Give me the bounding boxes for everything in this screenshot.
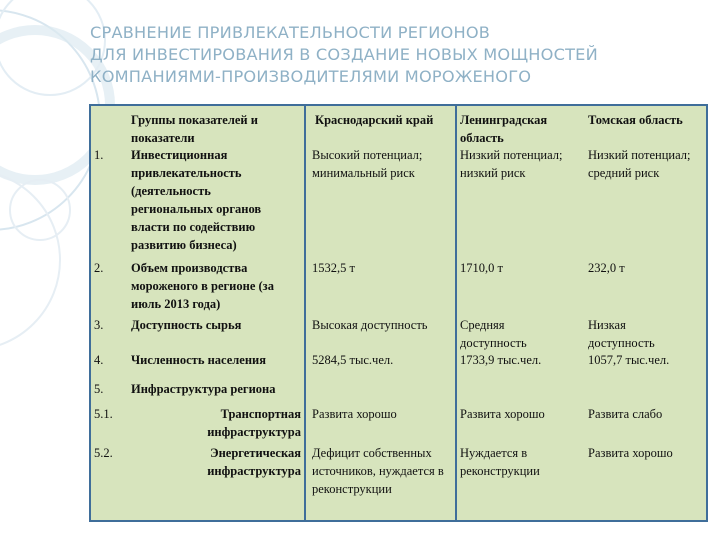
krasnodar-value: 5284,5 тыс.чел.: [312, 353, 394, 367]
tomsk-value: Низкая доступность: [588, 318, 655, 350]
krasnodar-value: 1532,5 т: [312, 261, 355, 275]
leningrad-value: Нуждается в реконструкции: [460, 446, 540, 478]
row-label: Объем производства мороженого в регионе (за июль 2013 года): [131, 261, 274, 311]
header-leningrad: Ленинградская область: [460, 113, 548, 145]
row-number: 4.: [94, 353, 104, 367]
row-label: Инвестиционная привлекательность (деятельность региональных органов власти по содействию развитию бизнеса): [131, 148, 262, 252]
slide-title: [90, 22, 710, 88]
title-line-3: КОМПАНИЯМИ-ПРОИЗВОДИТЕЛЯМИ МОРОЖЕНОГО: [90, 67, 532, 86]
tomsk-value: Развита слабо: [588, 407, 663, 421]
row-label: Инфраструктура региона: [131, 382, 276, 396]
tomsk-value: Низкий потенциал; средний риск: [588, 148, 691, 180]
title-line-2: ДЛЯ ИНВЕСТИРОВАНИЯ В СОЗДАНИЕ НОВЫХ МОЩНОСТЕЙ: [90, 45, 598, 64]
row-number: 3.: [94, 318, 104, 332]
leningrad-value: 1710,0 т: [460, 261, 503, 275]
row-number: 5.2.: [94, 446, 113, 460]
tomsk-value: Развита хорошо: [588, 446, 673, 460]
krasnodar-value: Дефицит собственных источников, нуждается в реконструкции: [312, 446, 444, 496]
title-line-1: СРАВНЕНИЕ ПРИВЛЕКАТЕЛЬНОСТИ РЕГИОНОВ: [90, 23, 491, 42]
krasnodar-value: Развита хорошо: [312, 407, 397, 421]
row-number: 5.1.: [94, 407, 113, 421]
leningrad-value: Средняя доступность: [460, 318, 527, 350]
leningrad-value: Развита хорошо: [460, 407, 545, 421]
tomsk-value: 232,0 т: [588, 261, 625, 275]
row-number: 1.: [94, 148, 104, 162]
tomsk-value: 1057,7 тыс.чел.: [588, 353, 670, 367]
row-label: Доступность сырья: [131, 318, 242, 332]
leningrad-value: Низкий потенциал; низкий риск: [460, 148, 563, 180]
header-indicators: Группы показателей и показатели: [131, 113, 258, 145]
row-label: Численность населения: [131, 353, 266, 367]
header-krasnodar: Краснодарский край: [315, 113, 434, 127]
row-number: 2.: [94, 261, 104, 275]
header-tomsk: Томская область: [588, 113, 683, 127]
row-number: 5.: [94, 382, 104, 396]
row-label: Энергетическая инфраструктура: [207, 446, 301, 478]
krasnodar-value: Высокая доступность: [312, 318, 428, 332]
leningrad-value: 1733,9 тыс.чел.: [460, 353, 542, 367]
krasnodar-value: Высокий потенциал; минимальный риск: [312, 148, 423, 180]
row-label: Транспортная инфраструктура: [207, 407, 301, 439]
